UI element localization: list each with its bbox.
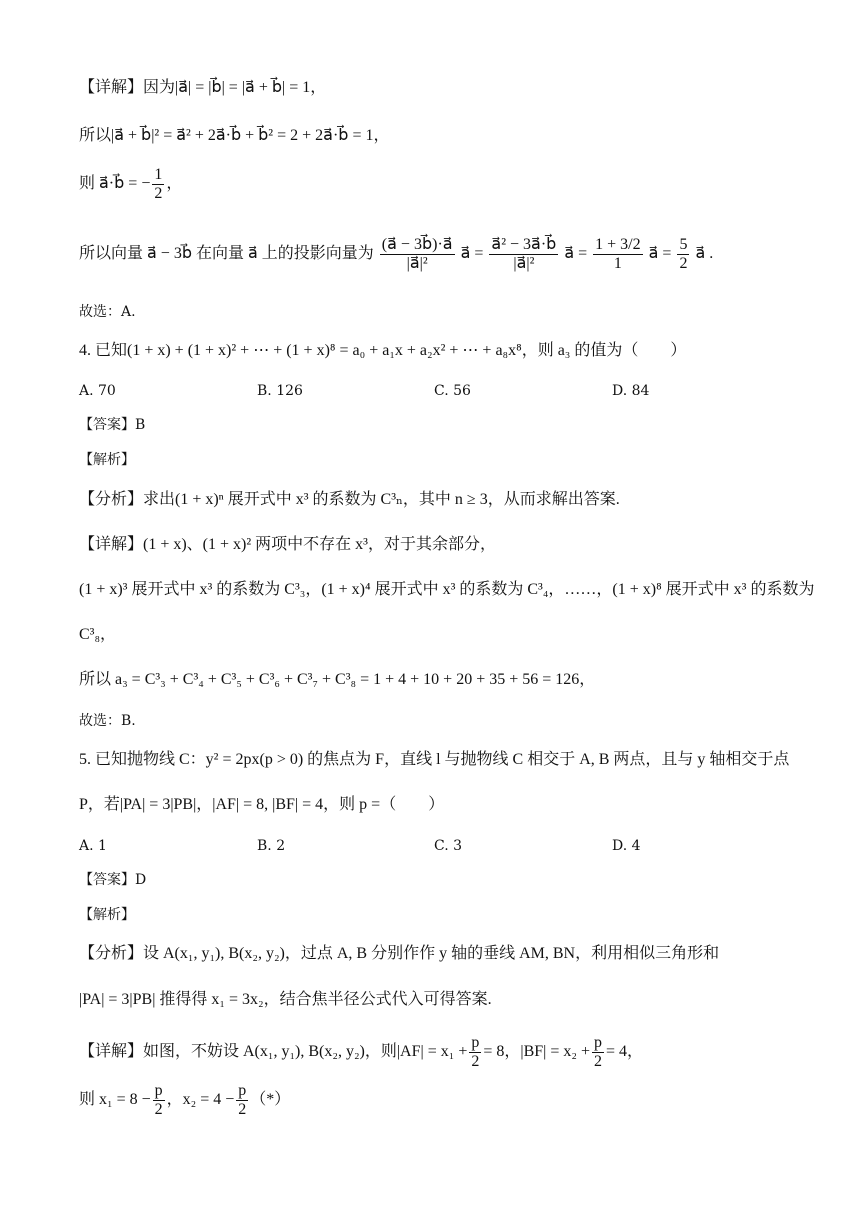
projection-fraction-1 [380,236,455,273]
q3-detail-line-3 [79,166,182,203]
fraction-numerator: p [593,1034,602,1051]
q5-option-b: B. 2 [257,838,286,854]
q5-detail-text-a: 【详解】如图，不妨设 A(x₁, y₁), B(x₂, y₂)，则|AF| = x₁ + [79,1043,468,1061]
projection-fraction-2 [489,236,558,273]
q3-answer: 故选：A. [79,304,136,320]
q3-projection-text: 所以向量 a⃗ − 3b⃗ 在向量 a⃗ 上的投影向量为 [79,245,374,263]
q4-stem: 4. 已知(1 + x) + (1 + x)² + ⋯ + (1 + x)⁸ = a₀ + a₁x + a₂x² + ⋯ + a₈x⁸，则 a₃ 的值为（ ） [79,342,687,359]
q5-answer-label: 【答案】D [79,872,147,888]
q4-detail-line-1: 【详解】(1 + x)、(1 + x)² 两项中不存在 x³，对于其余部分， [79,536,496,553]
q3-detail-line-1: 【详解】因为|a⃗| = |b⃗| = |a⃗ + b⃗| = 1， [79,79,327,96]
fraction-denominator: 2 [238,1101,247,1118]
fraction-denominator: 1 [613,255,622,272]
q4-fenxi: 【分析】求出(1 + x)ⁿ 展开式中 x³ 的系数为 C³ₙ，其中 n ≥ 3，从而求解出答案. [79,491,620,508]
q4-option-c: C. 56 [434,383,471,399]
q4-answer: 故选：B. [79,713,136,729]
q3-dot-product-text: 则 a⃗·b⃗ = − [79,175,151,193]
fraction-denominator: 2 [154,185,163,202]
fraction-one-half [152,166,164,203]
q5-detail-2-text-a: 则 x₁ = 8 − [79,1091,151,1109]
q5-analysis-label: 【解析】 [79,907,135,923]
fraction-p-over-2 [592,1034,604,1071]
q4-analysis-label: 【解析】 [79,452,135,468]
q5-detail-text-b: = 8，|BF| = x₂ + [483,1043,590,1061]
projection-end: a⃗ . [695,245,714,263]
q4-detail-line-2: (1 + x)³ 展开式中 x³ 的系数为 C³₃，(1 + x)⁴ 展开式中 x³ 的系数为 C³₄，……，(1 + x)⁸ 展开式中 x³ 的系数为 [79,581,815,598]
fraction-numerator: p [238,1082,247,1099]
q4-option-d: D. 84 [612,383,650,399]
projection-fraction-3 [593,236,642,273]
fraction-denominator: 2 [679,255,688,272]
q5-fenxi-line-1: 【分析】设 A(x₁, y₁), B(x₂, y₂)，过点 A, B 分别作作 y 轴的垂线 AM, BN，利用相似三角形和 [79,945,720,962]
fraction-denominator: 2 [154,1101,163,1118]
fraction-denominator: 2 [593,1053,602,1070]
q4-answer-label: 【答案】B [79,417,146,433]
fraction-numerator: (a⃗ − 3b⃗)·a⃗ [381,236,453,253]
q5-detail-line-1 [79,1034,643,1071]
fraction-p-over-2 [236,1082,248,1119]
projection-equals-2: a⃗ = [648,245,672,263]
fraction-p-over-2 [153,1082,165,1119]
q5-stem-line-2: P，若|PA| = 3|PB|，|AF| = 8, |BF| = 4，则 p =（ ） [79,796,445,813]
q4-detail-line-3: C³₈， [79,626,117,643]
q4-option-b: B. 126 [257,383,303,399]
fraction-numerator: 1 + 3/2 [595,236,641,253]
q5-detail-text-c: = 4， [605,1043,644,1061]
fraction-denominator: |a⃗|² [406,255,428,272]
q3-comma: ， [166,175,183,193]
q4-detail-line-4: 所以 a₃ = C³₃ + C³₄ + C³₅ + C³₆ + C³₇ + C³₈ = 1 + 4 + 10 + 20 + 35 + 56 = 126， [79,671,596,688]
fraction-denominator: |a⃗|² [513,255,535,272]
q5-detail-line-2 [79,1082,290,1119]
q3-detail-line-2: 所以|a⃗ + b⃗|² = a⃗² + 2a⃗·b⃗ + b⃗² = 2 + 2a⃗·b⃗ = 1， [79,127,390,144]
q3-projection-line [79,236,713,273]
fraction-p-over-2 [469,1034,481,1071]
q5-option-a: A. 1 [79,838,107,854]
q5-detail-2-text-b: ，x₂ = 4 − [166,1091,235,1109]
projection-equals: a⃗ = [564,245,588,263]
fraction-numerator: a⃗² − 3a⃗·b⃗ [491,236,557,253]
q5-detail-2-text-c: （*） [250,1091,291,1109]
q4-option-a: A. 70 [79,383,116,399]
q5-option-c: C. 3 [434,838,463,854]
q5-stem-line-1: 5. 已知抛物线 C：y² = 2px(p > 0) 的焦点为 F，直线 l 与抛物线 C 相交于 A, B 两点，且与 y 轴相交于点 [79,751,790,768]
fraction-denominator: 2 [471,1053,480,1070]
fraction-numerator: p [154,1082,163,1099]
fraction-numerator: p [471,1034,480,1051]
fraction-numerator: 1 [154,166,163,183]
fraction-numerator: 5 [679,236,688,253]
q5-option-d: D. 4 [612,838,641,854]
projection-vector-a: a⃗ = [460,245,484,263]
q5-fenxi-line-2: |PA| = 3|PB| 推得得 x₁ = 3x₂，结合焦半径公式代入可得答案. [79,991,492,1008]
projection-fraction-4 [677,236,689,273]
